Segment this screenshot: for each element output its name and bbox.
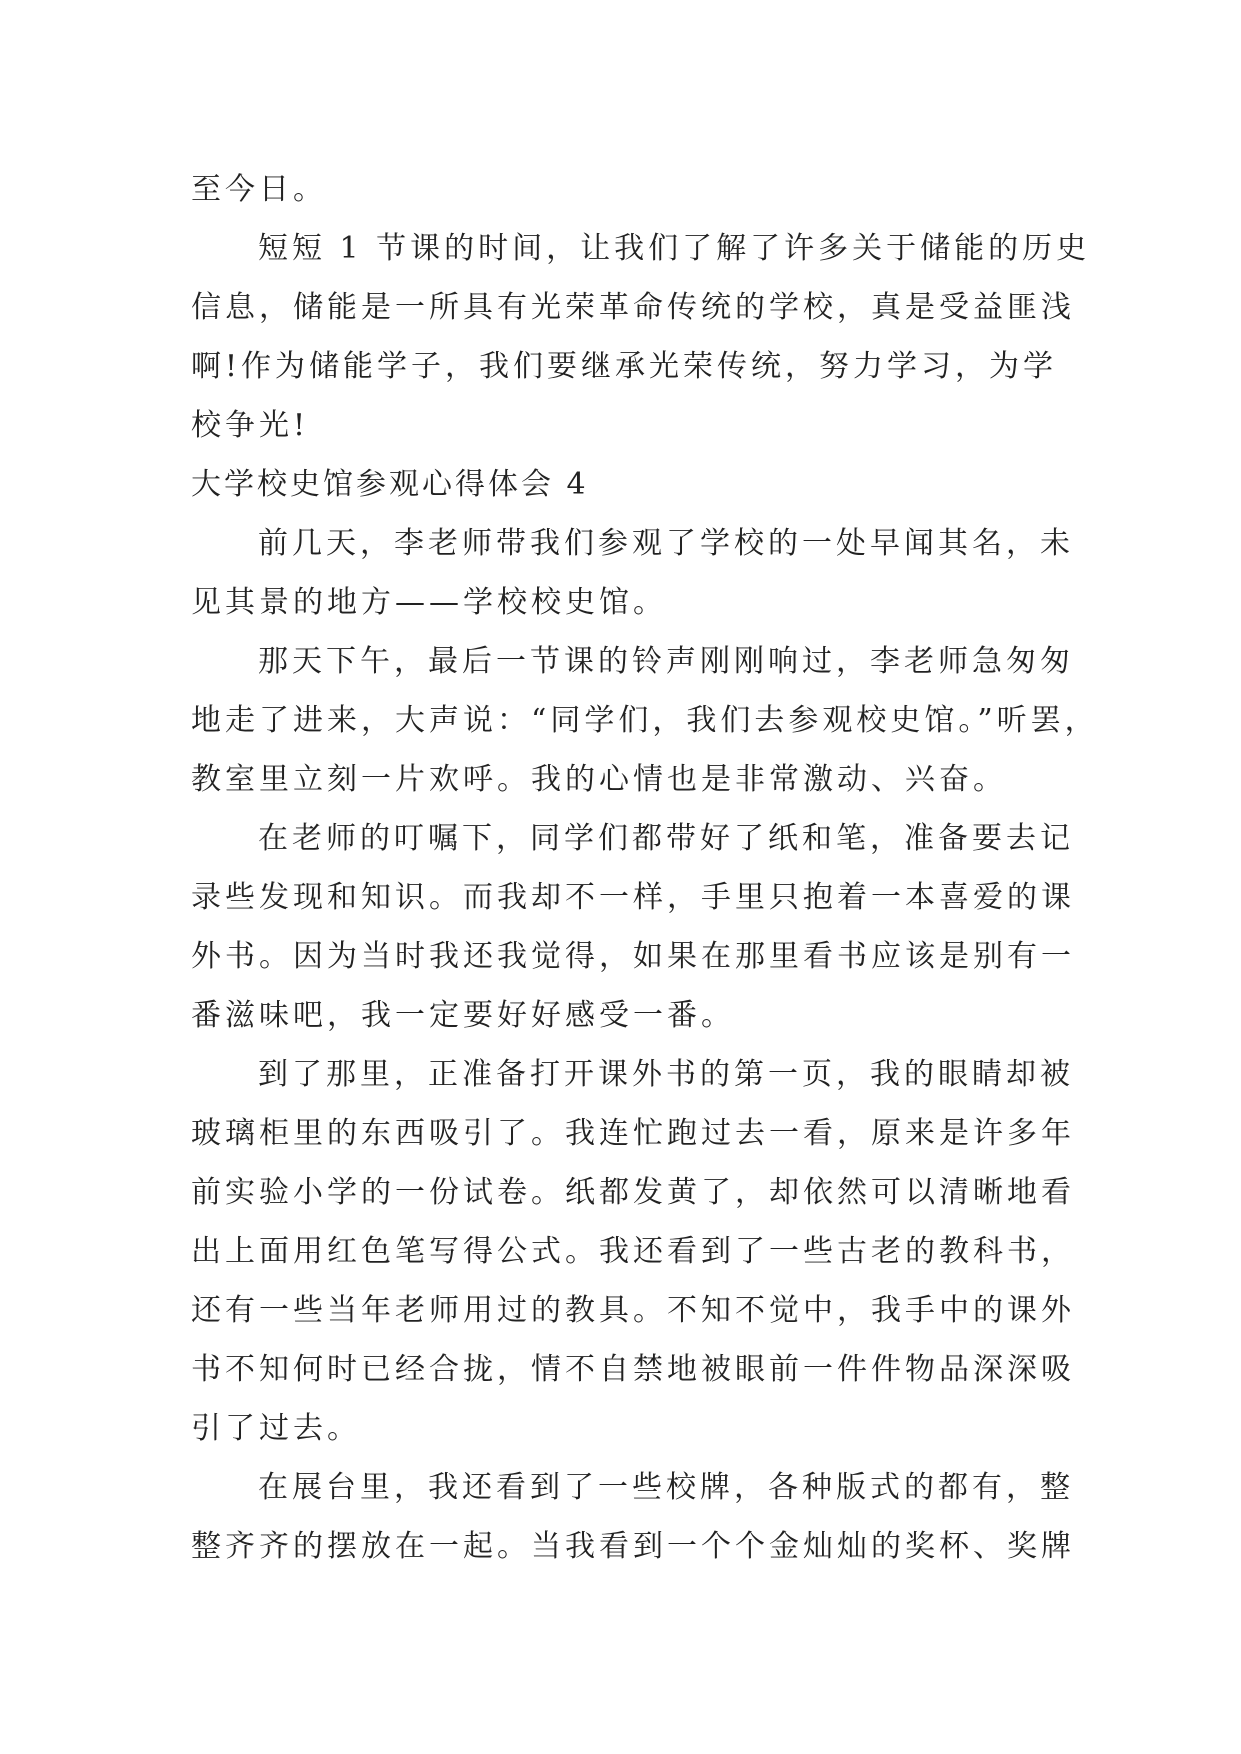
paragraph-line: 见其景的地方——学校校史馆。	[191, 585, 667, 620]
paragraph-line: 前实验小学的一份试卷。纸都发黄了，却依然可以清晰地看	[191, 1175, 1075, 1210]
paragraph-line: 前几天，李老师带我们参观了学校的一处早闻其名，未	[258, 526, 1074, 561]
document-body	[191, 160, 1099, 1576]
paragraph-line: 录些发现和知识。而我却不一样，手里只抱着一本喜爱的课	[191, 880, 1075, 915]
paragraph-line: 那天下午，最后一节课的铃声刚刚响过，李老师急匆匆	[258, 644, 1074, 679]
paragraph-line: 引了过去。	[191, 1411, 361, 1446]
paragraph-line: 玻璃柜里的东西吸引了。我连忙跑过去一看，原来是许多年	[191, 1116, 1075, 1151]
paragraph-line: 在老师的叮嘱下，同学们都带好了纸和笔，准备要去记	[258, 821, 1074, 856]
paragraph-line: 书不知何时已经合拢，情不自禁地被眼前一件件物品深深吸	[191, 1352, 1075, 1387]
paragraph-line: 至今日。	[191, 172, 327, 207]
paragraph-line: 校争光!	[191, 408, 310, 443]
paragraph-line: 还有一些当年老师用过的教具。不知不觉中，我手中的课外	[191, 1293, 1075, 1328]
paragraph-line: 短短 1 节课的时间，让我们了解了许多关于储能的历史	[258, 231, 1091, 266]
paragraph-line: 啊!作为储能学子，我们要继承光荣传统，努力学习，为学	[191, 349, 1058, 384]
paragraph-line: 出上面用红色笔写得公式。我还看到了一些古老的教科书，	[191, 1234, 1075, 1269]
paragraph-line: 到了那里，正准备打开课外书的第一页，我的眼睛却被	[258, 1057, 1074, 1092]
paragraph-line: 外书。因为当时我还我觉得，如果在那里看书应该是别有一	[191, 939, 1075, 974]
paragraph-line: 在展台里，我还看到了一些校牌，各种版式的都有，整	[258, 1470, 1074, 1505]
paragraph-line: 番滋味吧，我一定要好好感受一番。	[191, 998, 735, 1033]
paragraph-line: 整齐齐的摆放在一起。当我看到一个个金灿灿的奖杯、奖牌	[191, 1529, 1075, 1564]
paragraph-line: 地走了进来，大声说：“同学们，我们去参观校史馆。”听罢，	[191, 703, 1099, 738]
section-heading: 大学校史馆参观心得体会 4	[191, 467, 589, 502]
paragraph-line: 信息，储能是一所具有光荣革命传统的学校，真是受益匪浅	[191, 290, 1075, 325]
paragraph-line: 教室里立刻一片欢呼。我的心情也是非常激动、兴奋。	[191, 762, 1007, 797]
